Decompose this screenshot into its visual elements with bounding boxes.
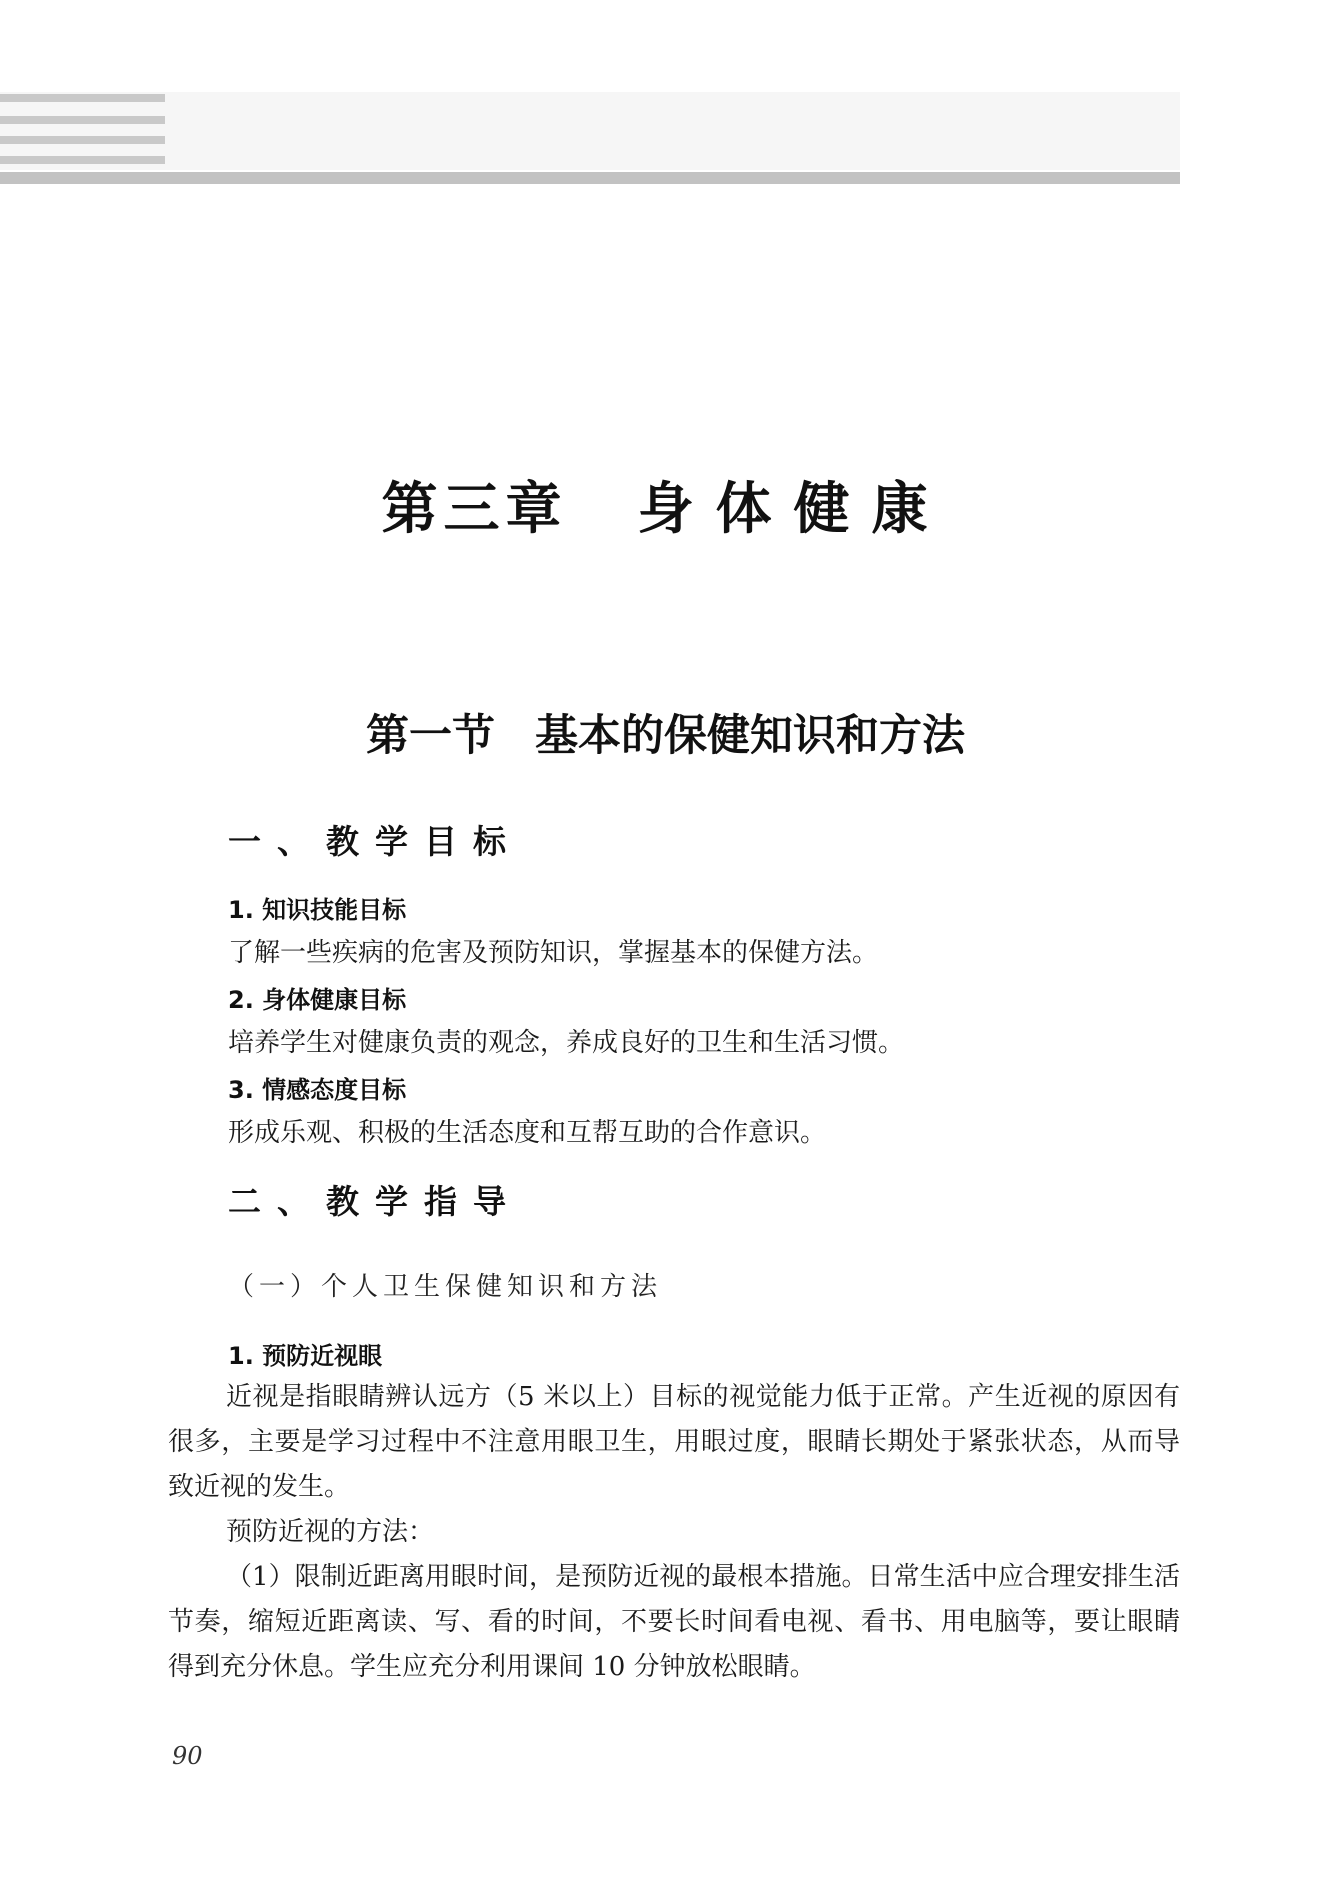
goal-text: 形成乐观、积极的生活态度和互帮互助的合作意识。 bbox=[228, 1118, 827, 1148]
header-stripe bbox=[0, 156, 165, 164]
subheading-personal-hygiene: （一）个人卫生保健知识和方法 bbox=[228, 1272, 663, 1302]
goal-label: 1. 知识技能目标 bbox=[228, 896, 407, 924]
chapter-number: 第三章 bbox=[381, 477, 568, 542]
topic-label: 1. 预防近视眼 bbox=[228, 1342, 383, 1370]
goal-text: 了解一些疾病的危害及预防知识，掌握基本的保健方法。 bbox=[228, 938, 879, 968]
paragraph: 预防近视的方法： bbox=[226, 1517, 435, 1547]
paragraph: （1）限制近距离用眼时间，是预防近视的最根本措施。日常生活中应合理安排生活节奏，缩短近距离读、写、看的时间，不要长时间看电视、看书、用电脑等，要让眼睛得到充分休息。学生应充分利用课间 10 分钟放松眼睛。 bbox=[168, 1562, 1180, 1682]
section-name: 基本的保健知识和方法 bbox=[535, 711, 965, 761]
header-band bbox=[0, 92, 1180, 170]
page-number: 90 bbox=[172, 1742, 203, 1770]
heading-teaching-goals: 一、教学目标 bbox=[228, 822, 522, 861]
header-stripe bbox=[0, 116, 165, 124]
header-stripe bbox=[0, 136, 165, 144]
chapter-name: 身体健康 bbox=[637, 477, 950, 542]
chapter-title bbox=[0, 465, 1331, 545]
header-stripe bbox=[0, 94, 165, 102]
header-rule bbox=[0, 172, 1180, 184]
section-title bbox=[0, 702, 1331, 763]
goal-text: 培养学生对健康负责的观念，养成良好的卫生和生活习惯。 bbox=[228, 1028, 905, 1058]
heading-teaching-guidance: 二、教学指导 bbox=[228, 1182, 522, 1221]
body-text bbox=[168, 1375, 1180, 1690]
section-number: 第一节 bbox=[366, 711, 495, 761]
paragraph: 近视是指眼睛辨认远方（5 米以上）目标的视觉能力低于正常。产生近视的原因有很多，主要是学习过程中不注意用眼卫生，用眼过度，眼睛长期处于紧张状态，从而导致近视的发生。 bbox=[168, 1382, 1180, 1502]
goal-label: 2. 身体健康目标 bbox=[228, 986, 407, 1014]
goal-label: 3. 情感态度目标 bbox=[228, 1076, 407, 1104]
